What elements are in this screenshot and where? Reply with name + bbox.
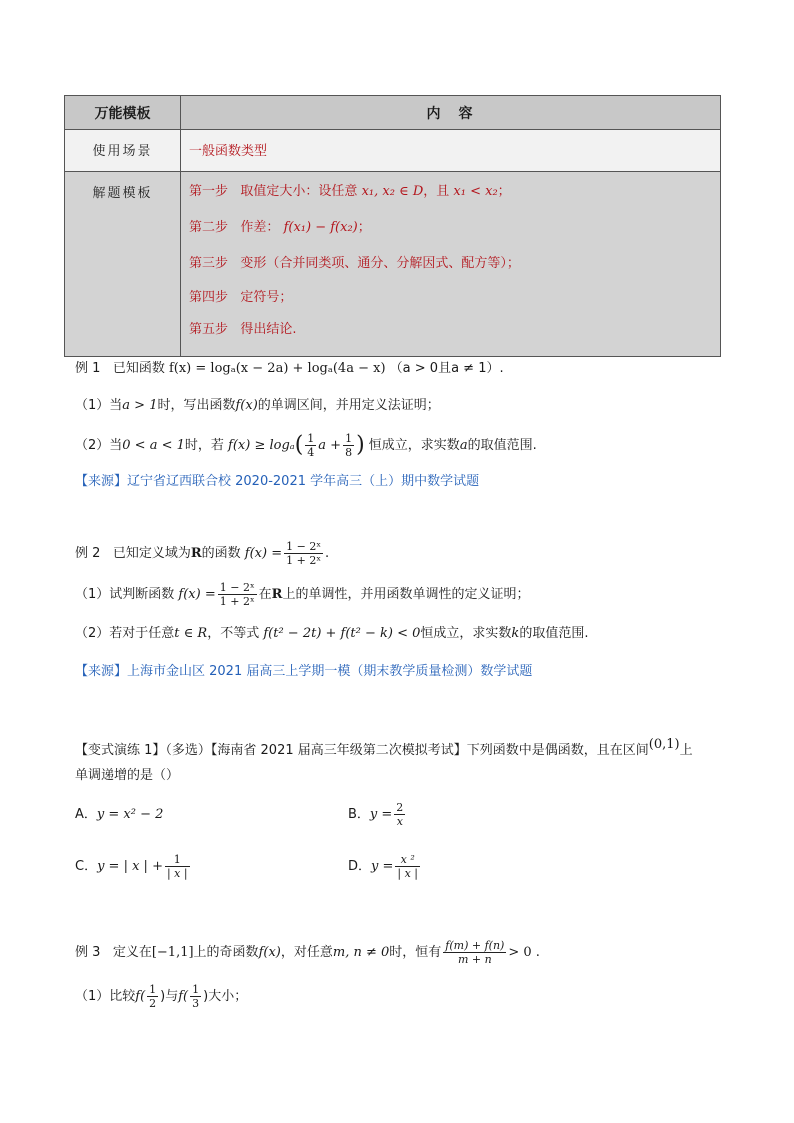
drill-title: 【变式演练 1】（多选）【海南省 2021 届高三年级第二次模拟考试】下列函数中是偶函数，且在区间(0,1)上 [75,737,693,758]
ex1-statement: 例 1 已知函数 f(x) = logₐ(x − 2a) + logₐ(4a − x) （a > 0且a ≠ 1）. [75,361,504,376]
step-5: 第五步 得出结论. [189,322,297,337]
drill-title-line2: 单调递增的是（） [75,768,180,783]
ex3-statement: 例 3 定义在[−1,1]上的奇函数f(x)，对任意m, n ≠ 0时，恒有 $\frac{f(m) + f(n)}{m + n}$ > 0 . [75,939,540,966]
table-header-row [65,96,721,130]
fraction: $\frac{\text{1 − 2ˣ}}{\text{1 + 2ˣ}}$ [219,581,255,608]
option-c: C．y = | x | + $\frac{1}{| x |}$ [75,853,188,880]
fraction: $\frac{\text{x ²}}{| x |}$ [397,853,418,880]
ex3-question-1: （1）比较f( $\frac{1}{2}$ )与f( $\frac{1}{3}$ )大小； [75,983,248,1010]
template-table [64,95,721,357]
step-3: 第三步 变形（合并同类项、通分、分解因式、配方等）； [189,256,520,271]
fraction: $\frac{1}{8}$ [345,432,353,459]
step-list [182,173,719,355]
option-d: D．y = $\frac{\text{x ²}}{| x |}$ [348,853,418,880]
option-a: A．y = x² − 2 [75,807,164,822]
ex2-question-1: （1）试判断函数 f(x) = $\frac{\text{1 − 2ˣ}}{\text{1 + 2ˣ}}$ 在R上的单调性，并用函数单调性的定义证明； [75,581,530,608]
fraction: $\frac{1}{2}$ [149,983,157,1010]
ex1-question-2: （2）当0 < a < 1时，若 f(x) ≥ logₐ( $\frac{1}{4}$ a + $\frac{1}{8}$ ) 恒成立，求实数a的取值范围. [75,432,537,459]
ex1-question-1: （1）当a > 1时，写出函数f(x)的单调区间，并用定义法证明； [75,398,440,413]
fraction: $\frac{1}{| x |}$ [166,853,188,880]
fraction: $\frac{f(m) + f(n)}{m + n}$ [445,939,505,966]
fraction: $\frac{\text{1 − 2ˣ}}{\text{1 + 2ˣ}}$ [286,540,321,567]
ex2-question-2: （2）若对于任意t ∈ R，不等式 f(t² − 2t) + f(t² − k) < 0恒成立，求实数k的取值范围. [75,626,589,641]
fraction: $\frac{1}{3}$ [192,983,200,1010]
table-row-usage [65,130,721,172]
row-label-usage: 使用场景 [92,144,153,159]
row-content-usage: 一般函数类型 [189,144,268,159]
step-2: 第二步 作差： f(x₁) − f(x₂)； [189,220,371,235]
header-col1: 万能模板 [65,96,181,130]
step-1: 第一步 取值定大小：设任意 x₁, x₂ ∈ D，且 x₁ < x₂； [189,184,511,199]
fraction: $\frac{1}{4}$ [307,432,315,459]
ex2-source: 【来源】上海市金山区 2021 届高三上学期一模（期末教学质量检测）数学试题 [75,664,533,679]
ex1-source: 【来源】辽宁省辽西联合校 2020-2021 学年高三（上）期中数学试题 [75,474,480,489]
ex2-statement: 例 2 已知定义域为R的函数 f(x) = $\frac{\text{1 − 2ˣ}}{\text{1 + 2ˣ}}$ . [75,540,330,567]
option-b: B．y = $\frac{2}{x}$ [348,801,404,828]
step-4: 第四步 定符号； [189,290,293,305]
table-row-template [65,172,721,357]
header-col2: 内 容 [181,96,721,130]
fraction: $\frac{2}{x}$ [396,801,404,828]
row-label-template: 解题模板 [92,186,153,201]
